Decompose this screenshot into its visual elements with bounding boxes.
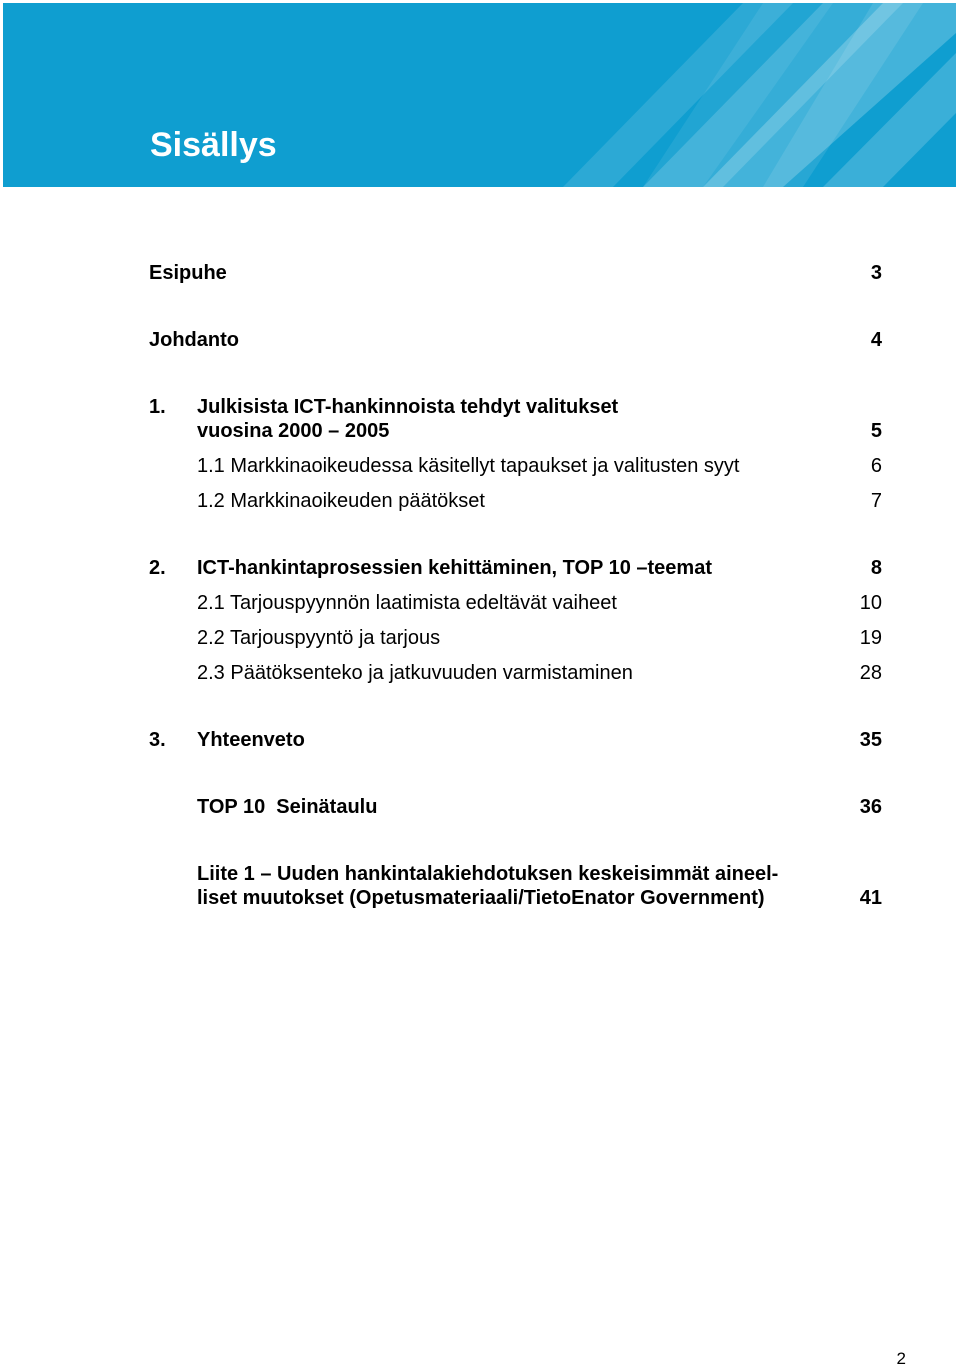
toc-chapter-3-number: 3.	[149, 729, 166, 751]
toc-entry-johdanto-page: 4	[870, 329, 882, 351]
toc-chapter-3-page: 35	[859, 729, 882, 751]
page-number: 2	[896, 1349, 906, 1368]
toc-entry-esipuhe-page: 3	[870, 262, 882, 284]
toc-chapter-2-title: ICT-hankintaprosessien kehittäminen, TOP 10 –teemat	[197, 557, 712, 579]
toc-chapter-1-number: 1.	[149, 396, 166, 418]
toc-section-1-2-label: 1.2 Markkinaoikeuden päätökset	[197, 490, 485, 512]
toc-section-2-3-page: 28	[859, 662, 882, 684]
toc-section-2-1-label: 2.1 Tarjouspyynnön laatimista edeltävät vaiheet	[197, 592, 617, 614]
toc-chapter-2-page: 8	[870, 557, 882, 579]
toc-entry-top10-label: TOP 10 Seinätaulu	[197, 796, 378, 818]
toc-chapter-1-title-line1: Julkisista ICT-hankinnoista tehdyt valitukset	[197, 396, 619, 418]
toc-entry-esipuhe-label: Esipuhe	[149, 262, 227, 284]
toc-section-2-2-page: 19	[859, 627, 882, 649]
page-title: Sisällys	[150, 126, 277, 164]
toc-entry-liite-line1: Liite 1 – Uuden hankintalakiehdotuksen keskeisimmät aineel-	[197, 863, 779, 885]
toc-chapter-2-number: 2.	[149, 557, 166, 579]
toc-entry-top10-page: 36	[859, 796, 882, 818]
toc-section-1-1-label: 1.1 Markkinaoikeudessa käsitellyt tapaukset ja valitusten syyt	[197, 455, 740, 477]
toc-chapter-3-title: Yhteenveto	[197, 729, 305, 751]
toc-entry-johdanto-label: Johdanto	[149, 329, 239, 351]
toc-entry-liite-page: 41	[859, 887, 882, 909]
toc-section-2-1-page: 10	[859, 592, 882, 614]
toc-section-1-1-page: 6	[870, 455, 882, 477]
toc-section-2-2-label: 2.2 Tarjouspyyntö ja tarjous	[197, 627, 441, 649]
toc-entry-liite-line2: liset muutokset (Opetusmateriaali/TietoEnator Government)	[197, 887, 765, 909]
toc-chapter-1-page: 5	[870, 420, 882, 442]
toc-chapter-1-title-line2: vuosina 2000 – 2005	[197, 420, 390, 442]
toc-section-1-2-page: 7	[870, 490, 882, 512]
toc-section-2-3-label: 2.3 Päätöksenteko ja jatkuvuuden varmistaminen	[197, 662, 633, 684]
